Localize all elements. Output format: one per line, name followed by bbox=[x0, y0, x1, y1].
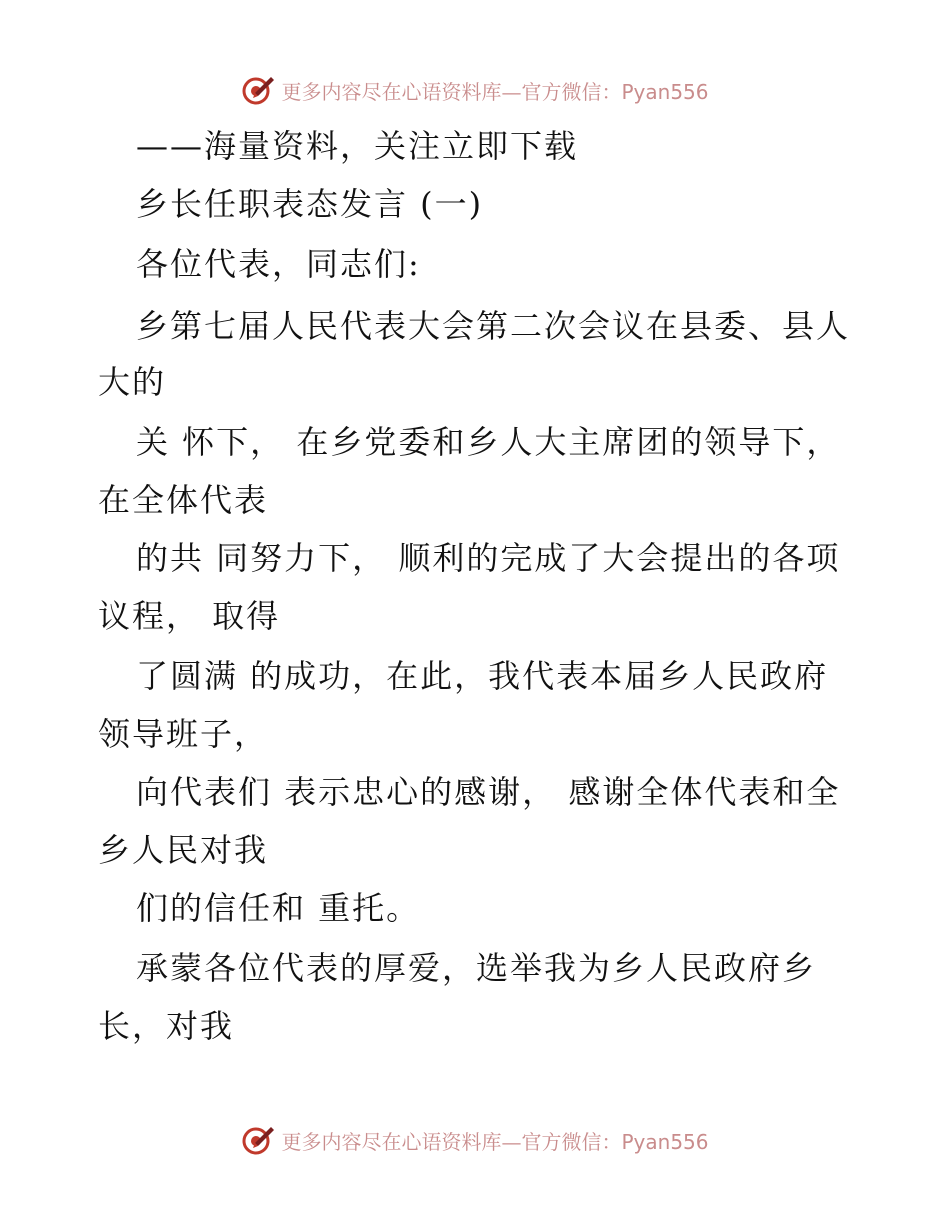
paragraph-line: 议程， 取得 bbox=[98, 597, 281, 635]
wechat-id: Pyan556 bbox=[621, 79, 709, 104]
paragraph-line: 领导班子， bbox=[98, 715, 269, 753]
paragraph-line: 在全体代表 bbox=[98, 481, 269, 519]
paragraph-line: 了圆满 的成功，在此，我代表本届乡人民政府 bbox=[136, 657, 829, 695]
paragraph-line: 乡人民对我 bbox=[98, 831, 269, 869]
document-title: 乡长任职表态发言 (一) bbox=[136, 185, 484, 223]
paragraph-line: 关 怀下， 在乡党委和乡人大主席团的领导下， bbox=[136, 423, 841, 461]
header-watermark bbox=[0, 70, 950, 110]
pen-logo-icon bbox=[241, 1123, 275, 1157]
paragraph-line: 的共 同努力下， 顺利的完成了大会提出的各项 bbox=[136, 539, 841, 577]
watermark-text: 更多内容尽在心语资料库—官方微信：Pyan556 bbox=[281, 1129, 709, 1154]
paragraph-line: 承蒙各位代表的厚爱，选举我为乡人民政府乡 bbox=[136, 949, 817, 987]
paragraph-line: 们的信任和 重托。 bbox=[136, 889, 421, 927]
footer-watermark bbox=[0, 1120, 950, 1160]
download-tagline: ——海量资料，关注立即下载 bbox=[136, 127, 579, 165]
pen-logo-icon bbox=[241, 73, 275, 107]
salutation: 各位代表，同志们: bbox=[136, 245, 421, 283]
watermark-text: 更多内容尽在心语资料库—官方微信：Pyan556 bbox=[281, 79, 709, 104]
paragraph-line: 乡第七届人民代表大会第二次会议在县委、县人 bbox=[136, 307, 851, 345]
paragraph-line: 向代表们 表示忠心的感谢， 感谢全体代表和全 bbox=[136, 773, 841, 811]
paragraph-line: 大的 bbox=[98, 363, 167, 401]
wechat-id: Pyan556 bbox=[621, 1129, 709, 1154]
paragraph-line: 长，对我 bbox=[98, 1007, 235, 1045]
